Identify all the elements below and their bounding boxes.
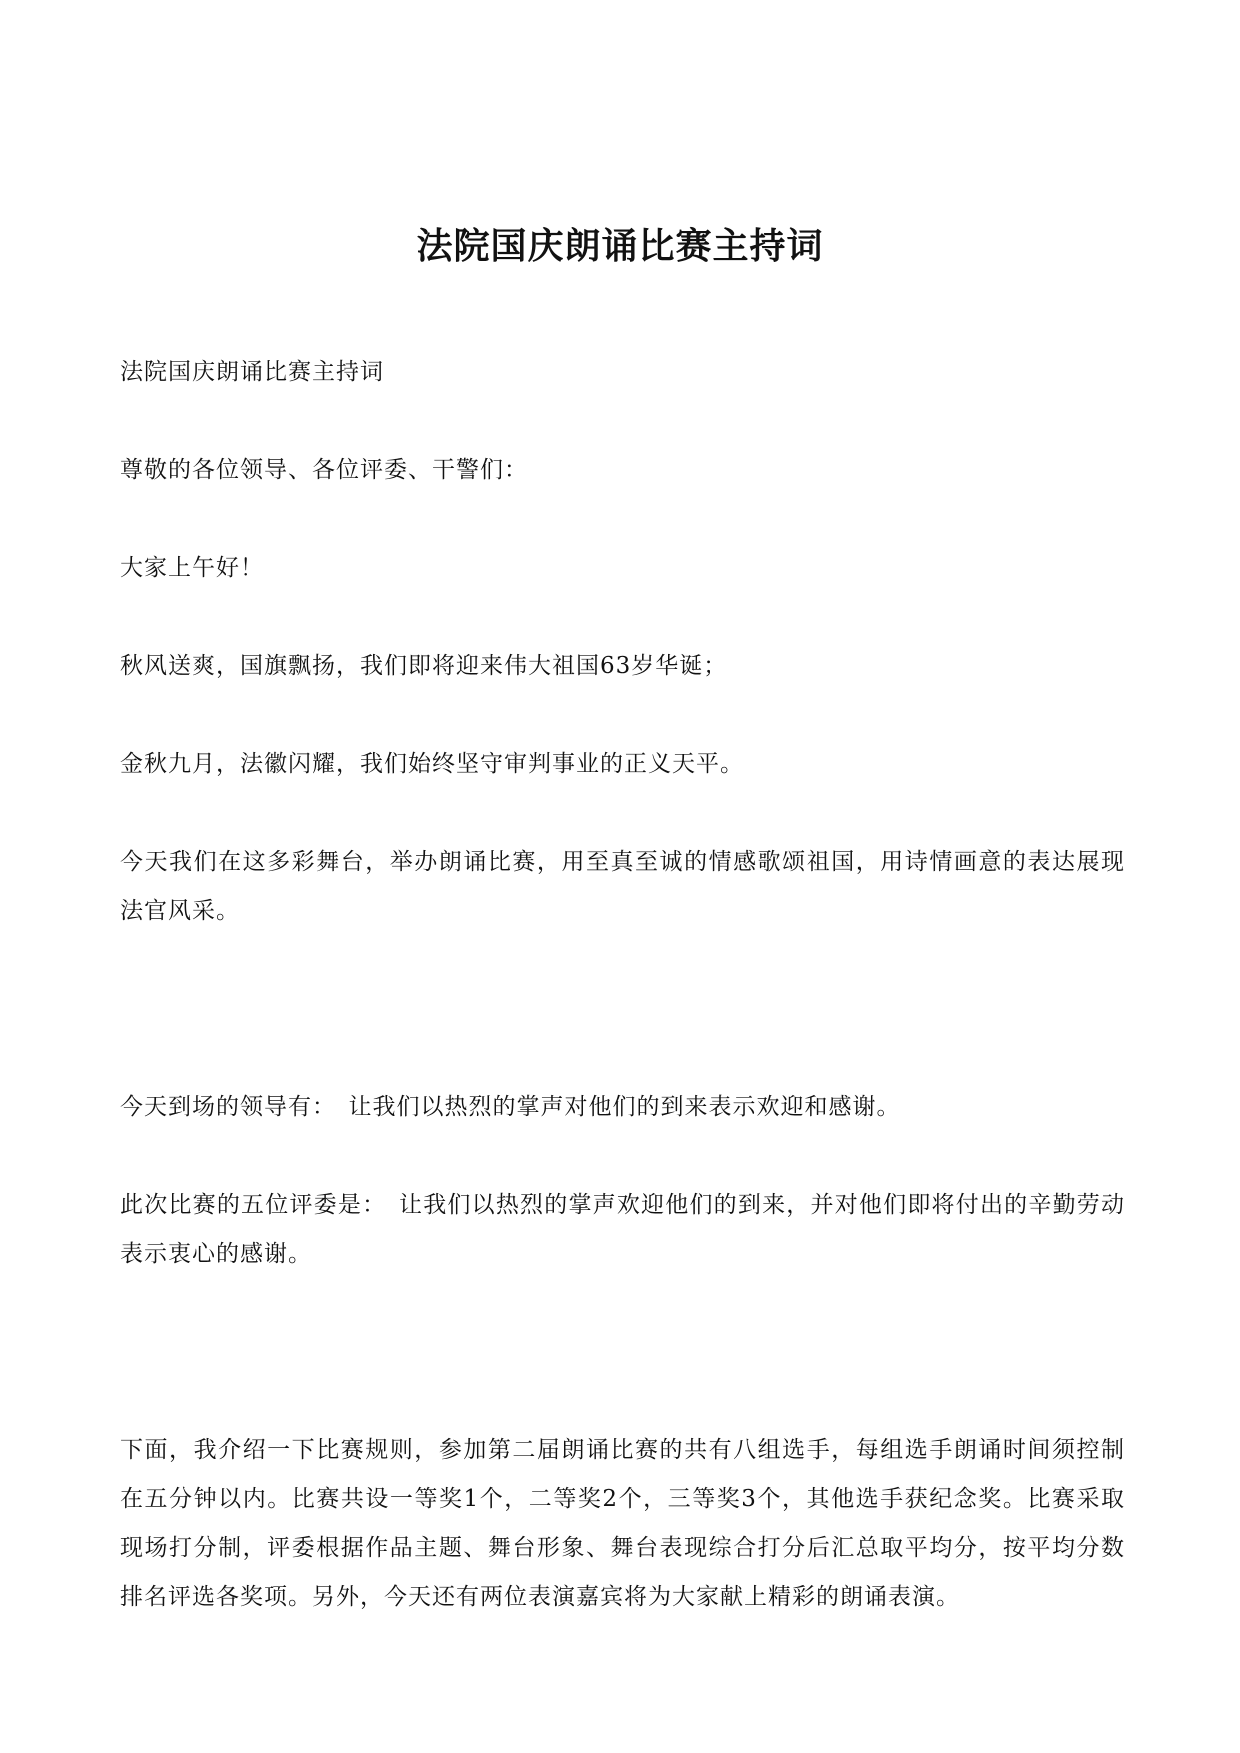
- paragraph-september: 金秋九月，法徽闪耀，我们始终坚守审判事业的正义天平。: [120, 751, 744, 777]
- paragraph-leaders: 今天到场的领导有： 让我们以热烈的掌声对他们的到来表示欢迎和感谢。: [120, 1094, 901, 1120]
- paragraph-rules: 下面，我介绍一下比赛规则，参加第二届朗诵比赛的共有八组选手，每组选手朗诵时间须控制在五分钟以内。比赛共设一等奖1个，二等奖2个，三等奖3个，其他选手获纪念奖。比赛采取现场打分制，评委根据作品主题、舞台形象、舞台表现综合打分后汇总取平均分，按平均分数排名评选各奖项。另外，今天还有两位表演嘉宾将为大家献上精彩的朗诵表演。: [120, 1437, 1125, 1610]
- paragraph-salutation: 尊敬的各位领导、各位评委、干警们：: [120, 457, 528, 483]
- paragraph-judges: 此次比赛的五位评委是： 让我们以热烈的掌声欢迎他们的到来，并对他们即将付出的辛勤劳动表示衷心的感谢。: [120, 1192, 1125, 1267]
- paragraph-autumn: 秋风送爽，国旗飘扬，我们即将迎来伟大祖国63岁华诞；: [120, 653, 728, 679]
- document-title: 法院国庆朗诵比赛主持词: [416, 225, 824, 267]
- paragraph-greeting: 大家上午好！: [120, 555, 264, 581]
- paragraph-stage: 今天我们在这多彩舞台，举办朗诵比赛，用至真至诚的情感歌颂祖国，用诗情画意的表达展现法官风采。: [120, 849, 1125, 924]
- paragraph-subtitle: 法院国庆朗诵比赛主持词: [120, 359, 384, 385]
